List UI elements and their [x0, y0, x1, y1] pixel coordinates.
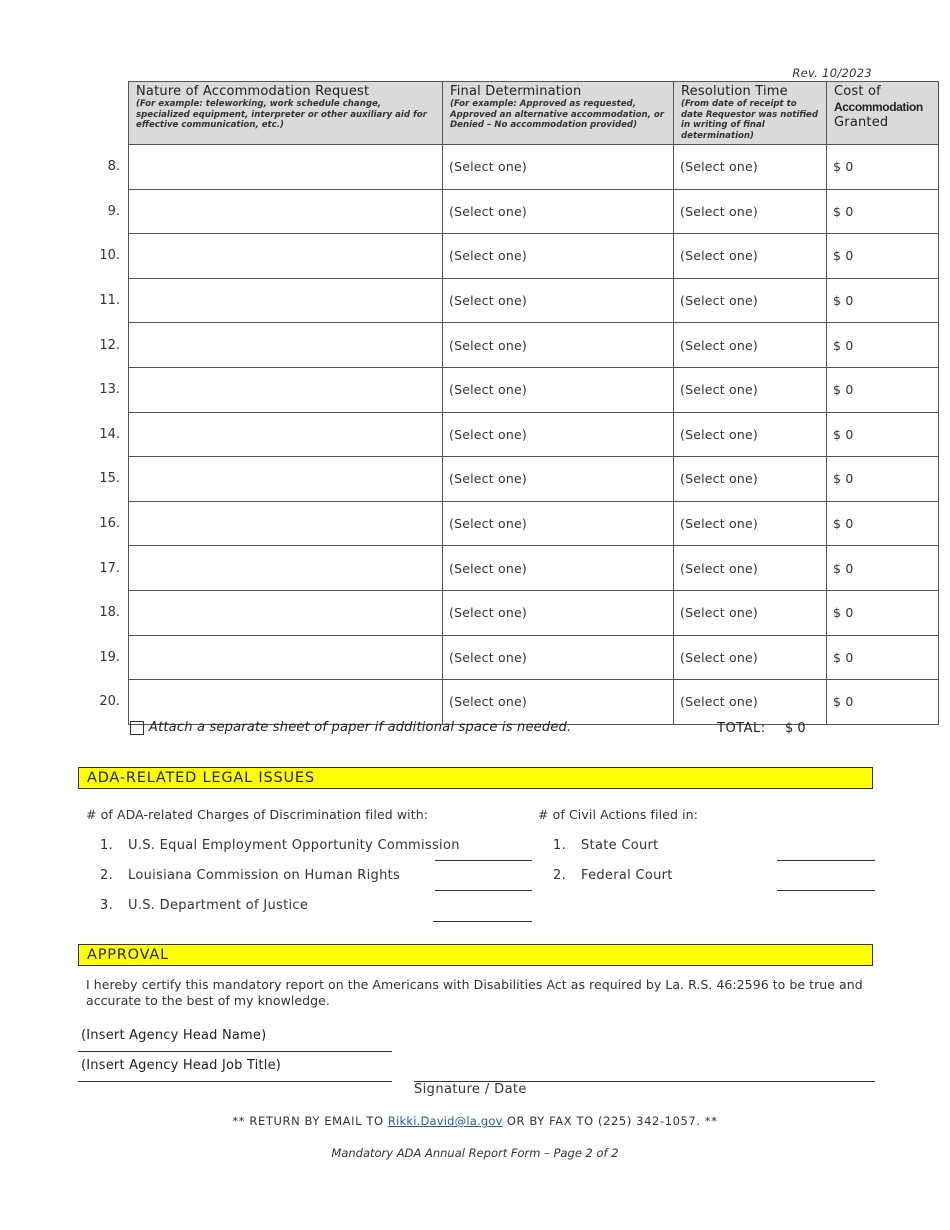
- table-header-row: [80, 82, 939, 145]
- cost-field[interactable]: $ 0: [827, 189, 939, 234]
- cost-field[interactable]: $ 0: [827, 680, 939, 725]
- table-row: [80, 367, 939, 412]
- legal-issues-heading: ADA-RELATED LEGAL ISSUES: [78, 767, 873, 789]
- table-row: [80, 635, 939, 680]
- charge-item-eeoc: 1. U.S. Equal Employment Opportunity Commission: [100, 838, 460, 853]
- resolution-select[interactable]: (Select one): [674, 680, 827, 725]
- determination-select[interactable]: (Select one): [443, 501, 674, 546]
- approval-heading: APPROVAL: [78, 944, 873, 966]
- table-row: [80, 546, 939, 591]
- agency-head-title[interactable]: (Insert Agency Head Job Title): [81, 1058, 282, 1073]
- resolution-select[interactable]: (Select one): [674, 457, 827, 502]
- doj-count-field[interactable]: [433, 921, 532, 922]
- table-row: [80, 457, 939, 502]
- signature-date-label: Signature / Date: [414, 1082, 527, 1097]
- table-row: [80, 501, 939, 546]
- table-row: [80, 680, 939, 725]
- nature-field[interactable]: [129, 278, 443, 323]
- nature-field[interactable]: [129, 501, 443, 546]
- nature-field[interactable]: [129, 635, 443, 680]
- resolution-select[interactable]: (Select one): [674, 501, 827, 546]
- determination-select[interactable]: (Select one): [443, 367, 674, 412]
- nature-field[interactable]: [129, 234, 443, 279]
- header-cost: Cost of Accommodation Granted: [827, 82, 939, 145]
- return-instructions: ** RETURN BY EMAIL TO Rikki.David@la.gov OR BY FAX TO (225) 342-1057. **: [232, 1114, 718, 1128]
- eeoc-count-field[interactable]: [435, 860, 532, 861]
- resolution-select[interactable]: (Select one): [674, 590, 827, 635]
- cost-field[interactable]: $ 0: [827, 278, 939, 323]
- determination-select[interactable]: (Select one): [443, 457, 674, 502]
- total-label: TOTAL:: [717, 721, 766, 736]
- row-number: 10.: [99, 248, 120, 264]
- cost-field[interactable]: $ 0: [827, 323, 939, 368]
- cost-field[interactable]: $ 0: [827, 635, 939, 680]
- attach-sheet-option[interactable]: [130, 720, 571, 735]
- nature-field[interactable]: [129, 189, 443, 234]
- cost-field[interactable]: $ 0: [827, 590, 939, 635]
- header-resolution: Resolution Time (From date of receipt to date Requestor was notified in writing of final determination): [674, 82, 827, 145]
- cost-field[interactable]: $ 0: [827, 367, 939, 412]
- revision-label: Rev. 10/2023: [792, 66, 872, 80]
- state-court-count-field[interactable]: [777, 860, 875, 861]
- row-number: 12.: [99, 337, 120, 353]
- nature-field[interactable]: [129, 367, 443, 412]
- row-number: 8.: [107, 159, 120, 175]
- table-row: [80, 234, 939, 279]
- table-row: [80, 189, 939, 234]
- nature-field[interactable]: [129, 323, 443, 368]
- total-value[interactable]: $ 0: [785, 721, 806, 736]
- determination-select[interactable]: (Select one): [443, 635, 674, 680]
- cost-field[interactable]: $ 0: [827, 501, 939, 546]
- row-number: 20.: [99, 694, 120, 710]
- nature-field[interactable]: [129, 145, 443, 190]
- row-number: 13.: [99, 382, 120, 398]
- determination-select[interactable]: (Select one): [443, 680, 674, 725]
- resolution-select[interactable]: (Select one): [674, 546, 827, 591]
- row-number: 11.: [99, 293, 120, 309]
- charges-label: # of ADA-related Charges of Discrimination filed with:: [86, 807, 429, 822]
- agency-head-title-line: [78, 1081, 392, 1082]
- determination-select[interactable]: (Select one): [443, 546, 674, 591]
- civil-item-federal-court: 2. Federal Court: [553, 868, 673, 883]
- nature-field[interactable]: [129, 457, 443, 502]
- row-number: 16.: [99, 516, 120, 532]
- determination-select[interactable]: (Select one): [443, 278, 674, 323]
- resolution-select[interactable]: (Select one): [674, 412, 827, 457]
- agency-head-name[interactable]: (Insert Agency Head Name): [81, 1028, 267, 1043]
- resolution-select[interactable]: (Select one): [674, 635, 827, 680]
- return-email-link[interactable]: Rikki.David@la.gov: [387, 1114, 503, 1128]
- resolution-select[interactable]: (Select one): [674, 323, 827, 368]
- agency-head-name-line: [78, 1051, 392, 1052]
- cost-field[interactable]: $ 0: [827, 412, 939, 457]
- charge-item-doj: 3. U.S. Department of Justice: [100, 898, 309, 913]
- accommodation-table: [80, 81, 939, 725]
- resolution-select[interactable]: (Select one): [674, 145, 827, 190]
- resolution-select[interactable]: (Select one): [674, 189, 827, 234]
- civil-actions-label: # of Civil Actions filed in:: [538, 807, 698, 822]
- cost-field[interactable]: $ 0: [827, 546, 939, 591]
- determination-select[interactable]: (Select one): [443, 234, 674, 279]
- resolution-select[interactable]: (Select one): [674, 234, 827, 279]
- row-number: 19.: [99, 649, 120, 665]
- row-number: 18.: [99, 605, 120, 621]
- table-row: [80, 278, 939, 323]
- table-row: [80, 323, 939, 368]
- charge-item-lchr: 2. Louisiana Commission on Human Rights: [100, 868, 401, 883]
- cost-field[interactable]: $ 0: [827, 234, 939, 279]
- cost-field[interactable]: $ 0: [827, 457, 939, 502]
- attach-sheet-checkbox[interactable]: [130, 721, 144, 735]
- row-number: 15.: [99, 471, 120, 487]
- nature-field[interactable]: [129, 680, 443, 725]
- header-nature: Nature of Accommodation Request (For example: teleworking, work schedule change, specialized equipment, interpreter or other auxiliary aid for effective communication, etc.): [129, 82, 443, 145]
- certification-text: I hereby certify this mandatory report on the Americans with Disabilities Act as required by La. R.S. 46:2596 to be true and accurate to the best of my knowledge.: [86, 977, 863, 1008]
- determination-select[interactable]: (Select one): [443, 145, 674, 190]
- civil-item-state-court: 1. State Court: [553, 838, 659, 853]
- table-row: [80, 145, 939, 190]
- nature-field[interactable]: [129, 412, 443, 457]
- nature-field[interactable]: [129, 590, 443, 635]
- table-row: [80, 412, 939, 457]
- header-determination: Final Determination (For example: Approved as requested, Approved an alternative accommodation, or Denied – No accommodation provided): [443, 82, 674, 145]
- row-number: 9.: [107, 203, 120, 219]
- row-number: 14.: [99, 426, 120, 442]
- lchr-count-field[interactable]: [435, 890, 532, 891]
- determination-select[interactable]: (Select one): [443, 323, 674, 368]
- table-row: [80, 590, 939, 635]
- page-footer: Mandatory ADA Annual Report Form – Page 2 of 2: [331, 1146, 619, 1160]
- cost-field[interactable]: $ 0: [827, 145, 939, 190]
- federal-court-count-field[interactable]: [777, 890, 875, 891]
- resolution-select[interactable]: (Select one): [674, 367, 827, 412]
- determination-select[interactable]: (Select one): [443, 590, 674, 635]
- determination-select[interactable]: (Select one): [443, 412, 674, 457]
- row-number: 17.: [99, 560, 120, 576]
- resolution-select[interactable]: (Select one): [674, 278, 827, 323]
- determination-select[interactable]: (Select one): [443, 189, 674, 234]
- nature-field[interactable]: [129, 546, 443, 591]
- attach-sheet-label: Attach a separate sheet of paper if additional space is needed.: [149, 720, 572, 735]
